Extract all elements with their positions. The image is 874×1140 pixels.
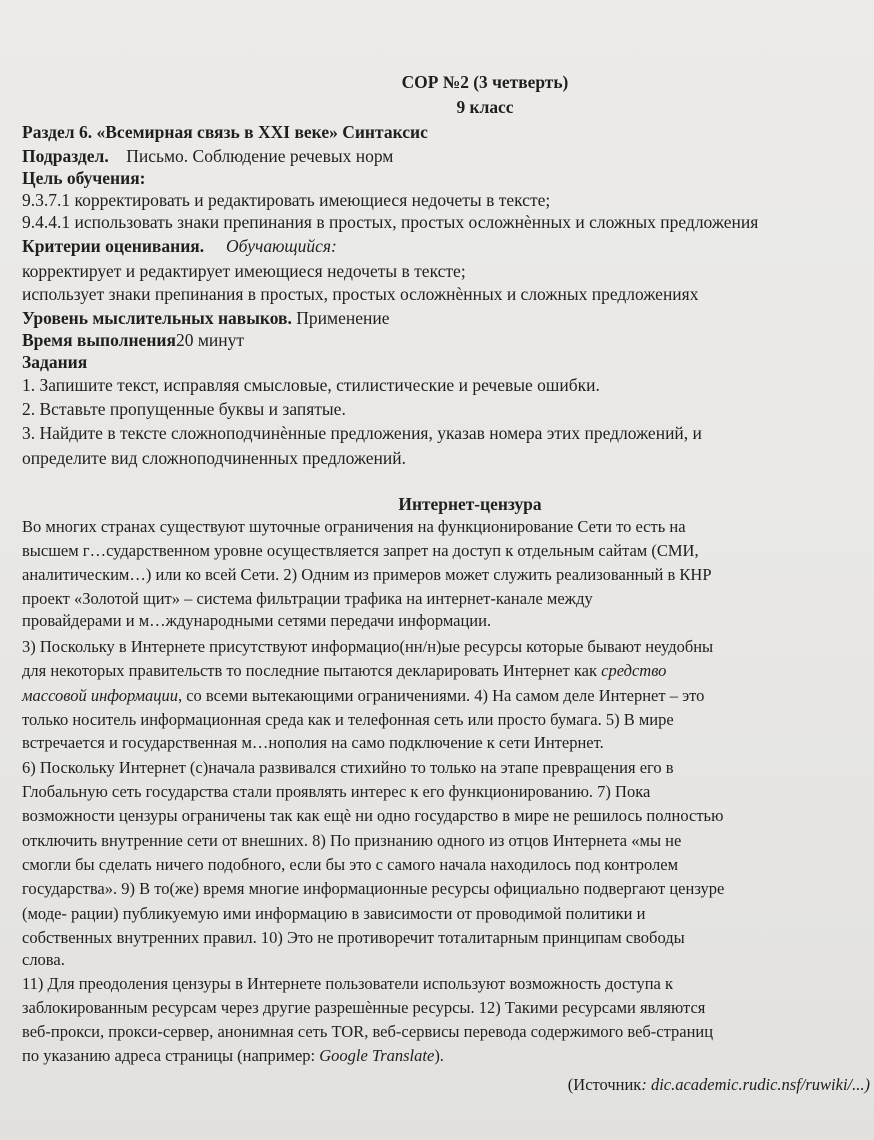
text-line: проект «Золотой щит» – система фильтрации трафика на интернет-канале между: [22, 589, 593, 608]
text-line: 3) Поскольку в Интернете присутствуют информацио(нн/н)ые ресурсы которые бывают неудобны: [22, 637, 714, 656]
doc-title: СОР №2 (3 четверть): [401, 72, 569, 92]
text-line: смогли бы сделать ничего подобного, если бы это с самого начала находилось под контролем: [22, 855, 679, 874]
task-item: 1. Запишите текст, исправляя смысловые, стилистические и речевые ошибки.: [22, 375, 600, 395]
text-title: Интернет-цензура: [398, 494, 542, 514]
criteria-line: Критерии оценивания. Обучающийся:: [22, 236, 337, 256]
text-line: встречается и государственная м…нополия на само подключение к сети Интернет.: [22, 733, 604, 752]
source-line: (Источник: dic.academic.rudic.nsf/ruwiki/...): [567, 1075, 870, 1094]
text-line: только носитель информационная среда как и телефонная сеть или просто бумага. 5) В мире: [22, 710, 674, 729]
text-line: отключить внутренние сети от внешних. 8) По признанию одного из отцов Интернета «мы не: [22, 831, 682, 850]
text-line: заблокированным ресурсам через другие разрешѐнные ресурсы. 12) Такими ресурсами являются: [22, 998, 706, 1017]
tasks-label: Задания: [22, 352, 88, 372]
goal-item: 9.3.7.1 корректировать и редактировать имеющиеся недочеты в тексте;: [22, 190, 551, 210]
text-line: по указанию адреса страницы (например: Google Translate).: [22, 1046, 444, 1065]
task-item: 2. Вставьте пропущенные буквы и запятые.: [22, 399, 346, 419]
text-line: массовой информации, со всеми вытекающими ограничениями. 4) На самом деле Интернет – это: [22, 686, 705, 705]
text-line: провайдерами и м…ждународными сетями передачи информации.: [22, 611, 492, 630]
text-line: высшем г…сударственном уровне осуществляется запрет на доступ к отдельным сайтам (СМИ,: [22, 541, 699, 560]
text-line: собственных внутренних правил. 10) Это не противоречит тоталитарным принципам свободы: [22, 928, 685, 947]
task-item: 3. Найдите в тексте сложноподчинѐнные предложения, указав номера этих предложений, и: [22, 423, 702, 443]
task-item: определите вид сложноподчиненных предложений.: [22, 448, 407, 468]
text-line: 11) Для преодоления цензуры в Интернете пользователи используют возможность доступа к: [22, 974, 673, 993]
text-line: (моде- рации) публикуемую ими информацию в зависимости от проводимой политики и: [22, 904, 646, 923]
text-line: веб-прокси, прокси-сервер, анонимная сеть TOR, веб-сервисы перевода содержимого веб-страниц: [22, 1022, 714, 1041]
criteria-item: корректирует и редактирует имеющиеся недочеты в тексте;: [22, 261, 466, 281]
subsection-line: Подраздел. Письмо. Соблюдение речевых норм: [22, 146, 394, 166]
text-line: Глобальную сеть государства стали проявлять интерес к его функционированию. 7) Пока: [22, 782, 651, 801]
doc-grade: 9 класс: [456, 97, 514, 117]
goal-item: 9.4.4.1 использовать знаки препинания в простых, простых осложнѐнных и сложных предложения: [22, 212, 759, 232]
goal-label: Цель обучения:: [22, 168, 146, 188]
text-line: слова.: [22, 950, 65, 969]
text-line: аналитическим…) или ко всей Сети. 2) Одним из примеров может служить реализованный в КНР: [22, 565, 712, 584]
text-line: Во многих странах существуют шуточные ограничения на функционирование Сети то есть на: [22, 517, 686, 536]
section-line: Раздел 6. «Всемирная связь в XXI веке» Синтаксис: [22, 122, 428, 142]
skills-line: Уровень мыслительных навыков. Применение: [22, 308, 390, 328]
text-line: 6) Поскольку Интернет (с)начала развивался стихийно то только на этапе превращения его в: [22, 758, 674, 777]
criteria-item: использует знаки препинания в простых, простых осложнѐнных и сложных предложениях: [22, 284, 699, 304]
time-line: Время выполнения20 минут: [22, 330, 245, 350]
text-line: для некоторых правительств то последние пытаются декларировать Интернет как средство: [22, 661, 667, 680]
text-line: возможности цензуры ограничены так как ещѐ ни одно государство в мире не решилось полностью: [22, 806, 724, 825]
text-line: государства». 9) В то(же) время многие информационные ресурсы официально подвергают цензуре: [22, 879, 725, 898]
